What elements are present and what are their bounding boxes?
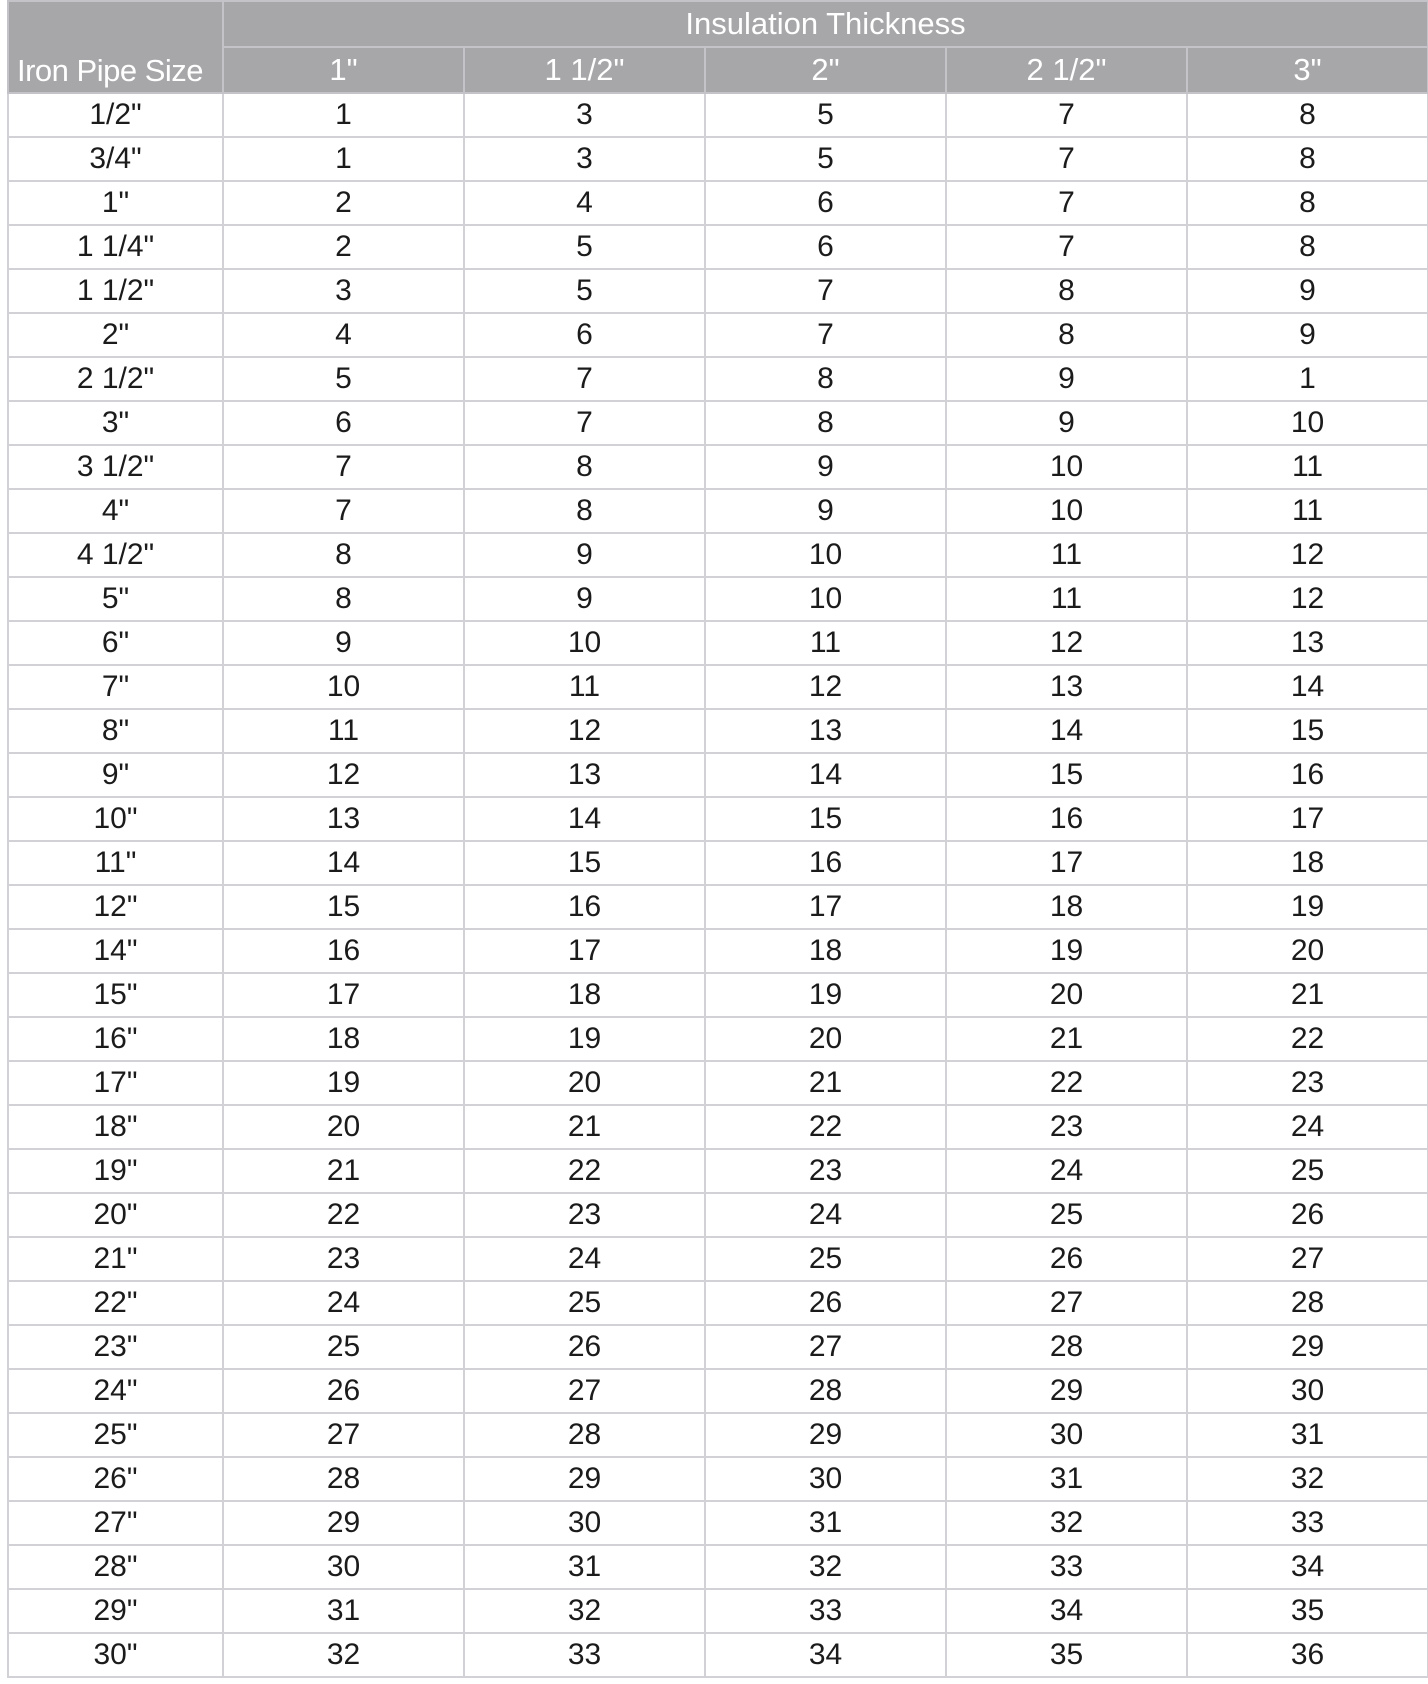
value-cell: 5: [223, 357, 464, 401]
value-cell: 27: [464, 1369, 705, 1413]
value-cell: 1: [223, 93, 464, 137]
value-cell: 10: [705, 533, 946, 577]
value-cell: 10: [946, 445, 1187, 489]
pipe-size-cell: 18": [8, 1105, 223, 1149]
value-cell: 25: [705, 1237, 946, 1281]
value-cell: 9: [464, 533, 705, 577]
value-cell: 9: [223, 621, 464, 665]
value-cell: 5: [705, 93, 946, 137]
table-row: [8, 401, 1428, 445]
value-cell: 11: [464, 665, 705, 709]
pipe-size-cell: 7": [8, 665, 223, 709]
value-cell: 12: [946, 621, 1187, 665]
value-cell: 32: [705, 1545, 946, 1589]
value-cell: 22: [464, 1149, 705, 1193]
value-cell: 23: [1187, 1061, 1428, 1105]
pipe-size-cell: 1/2": [8, 93, 223, 137]
value-cell: 8: [1187, 93, 1428, 137]
pipe-size-cell: 2 1/2": [8, 357, 223, 401]
column-header-thickness: 2": [705, 47, 946, 93]
pipe-size-cell: 3 1/2": [8, 445, 223, 489]
value-cell: 1: [223, 137, 464, 181]
value-cell: 8: [705, 357, 946, 401]
table-row: [8, 1457, 1428, 1501]
table-row: [8, 1281, 1428, 1325]
value-cell: 27: [223, 1413, 464, 1457]
value-cell: 28: [223, 1457, 464, 1501]
table-row: [8, 225, 1428, 269]
value-cell: 35: [1187, 1589, 1428, 1633]
value-cell: 8: [223, 577, 464, 621]
table-row: [8, 577, 1428, 621]
value-cell: 7: [705, 269, 946, 313]
value-cell: 17: [464, 929, 705, 973]
value-cell: 27: [946, 1281, 1187, 1325]
value-cell: 26: [1187, 1193, 1428, 1237]
value-cell: 23: [946, 1105, 1187, 1149]
value-cell: 8: [223, 533, 464, 577]
pipe-size-cell: 6": [8, 621, 223, 665]
value-cell: 34: [946, 1589, 1187, 1633]
value-cell: 13: [223, 797, 464, 841]
value-cell: 28: [705, 1369, 946, 1413]
value-cell: 24: [946, 1149, 1187, 1193]
value-cell: 32: [464, 1589, 705, 1633]
value-cell: 31: [223, 1589, 464, 1633]
value-cell: 8: [946, 313, 1187, 357]
value-cell: 35: [946, 1633, 1187, 1677]
value-cell: 11: [1187, 489, 1428, 533]
value-cell: 32: [1187, 1457, 1428, 1501]
value-cell: 26: [946, 1237, 1187, 1281]
value-cell: 30: [464, 1501, 705, 1545]
value-cell: 8: [946, 269, 1187, 313]
value-cell: 16: [946, 797, 1187, 841]
value-cell: 19: [223, 1061, 464, 1105]
table-row: [8, 1149, 1428, 1193]
value-cell: 29: [1187, 1325, 1428, 1369]
value-cell: 30: [1187, 1369, 1428, 1413]
column-header-thickness: 1 1/2": [464, 47, 705, 93]
value-cell: 12: [464, 709, 705, 753]
table-row: [8, 1589, 1428, 1633]
value-cell: 12: [223, 753, 464, 797]
table-row: [8, 445, 1428, 489]
table-row: [8, 269, 1428, 313]
value-cell: 21: [705, 1061, 946, 1105]
value-cell: 29: [946, 1369, 1187, 1413]
value-cell: 30: [705, 1457, 946, 1501]
value-cell: 9: [705, 489, 946, 533]
value-cell: 25: [946, 1193, 1187, 1237]
table-row: [8, 1017, 1428, 1061]
table-row: [8, 753, 1428, 797]
value-cell: 21: [1187, 973, 1428, 1017]
value-cell: 18: [223, 1017, 464, 1061]
value-cell: 7: [464, 357, 705, 401]
pipe-size-cell: 12": [8, 885, 223, 929]
value-cell: 16: [1187, 753, 1428, 797]
value-cell: 26: [223, 1369, 464, 1413]
value-cell: 29: [464, 1457, 705, 1501]
value-cell: 9: [1187, 313, 1428, 357]
insulation-thickness-table: [7, 0, 1428, 1678]
pipe-size-cell: 27": [8, 1501, 223, 1545]
value-cell: 31: [1187, 1413, 1428, 1457]
table-row: [8, 1061, 1428, 1105]
value-cell: 9: [946, 401, 1187, 445]
pipe-size-cell: 16": [8, 1017, 223, 1061]
value-cell: 17: [1187, 797, 1428, 841]
value-cell: 32: [946, 1501, 1187, 1545]
value-cell: 20: [464, 1061, 705, 1105]
value-cell: 21: [946, 1017, 1187, 1061]
value-cell: 23: [464, 1193, 705, 1237]
value-cell: 36: [1187, 1633, 1428, 1677]
value-cell: 11: [223, 709, 464, 753]
value-cell: 15: [464, 841, 705, 885]
value-cell: 29: [705, 1413, 946, 1457]
value-cell: 13: [946, 665, 1187, 709]
pipe-size-cell: 17": [8, 1061, 223, 1105]
pipe-size-cell: 9": [8, 753, 223, 797]
value-cell: 19: [464, 1017, 705, 1061]
value-cell: 24: [464, 1237, 705, 1281]
value-cell: 20: [223, 1105, 464, 1149]
value-cell: 15: [1187, 709, 1428, 753]
value-cell: 8: [1187, 225, 1428, 269]
iron-pipe-size-header: Iron Pipe Size: [8, 1, 223, 93]
table-row: [8, 489, 1428, 533]
table-row: [8, 621, 1428, 665]
pipe-size-cell: 5": [8, 577, 223, 621]
value-cell: 25: [1187, 1149, 1428, 1193]
value-cell: 10: [705, 577, 946, 621]
value-cell: 11: [1187, 445, 1428, 489]
value-cell: 22: [705, 1105, 946, 1149]
value-cell: 29: [223, 1501, 464, 1545]
value-cell: 3: [223, 269, 464, 313]
value-cell: 3: [464, 93, 705, 137]
pipe-size-cell: 20": [8, 1193, 223, 1237]
value-cell: 20: [705, 1017, 946, 1061]
pipe-size-cell: 2": [8, 313, 223, 357]
value-cell: 7: [223, 445, 464, 489]
pipe-size-cell: 4": [8, 489, 223, 533]
value-cell: 7: [464, 401, 705, 445]
value-cell: 5: [464, 269, 705, 313]
value-cell: 33: [1187, 1501, 1428, 1545]
value-cell: 9: [946, 357, 1187, 401]
table-row: [8, 181, 1428, 225]
table-row: [8, 137, 1428, 181]
pipe-size-cell: 1 1/4": [8, 225, 223, 269]
value-cell: 10: [1187, 401, 1428, 445]
value-cell: 12: [1187, 533, 1428, 577]
table-row: [8, 1325, 1428, 1369]
value-cell: 24: [1187, 1105, 1428, 1149]
value-cell: 9: [1187, 269, 1428, 313]
table-row: [8, 1105, 1428, 1149]
value-cell: 15: [946, 753, 1187, 797]
table-row: [8, 533, 1428, 577]
pipe-size-cell: 21": [8, 1237, 223, 1281]
value-cell: 17: [223, 973, 464, 1017]
value-cell: 24: [223, 1281, 464, 1325]
value-cell: 19: [705, 973, 946, 1017]
value-cell: 15: [705, 797, 946, 841]
insulation-thickness-header: Insulation Thickness: [223, 1, 1428, 47]
pipe-size-cell: 28": [8, 1545, 223, 1589]
table-row: [8, 1369, 1428, 1413]
value-cell: 7: [705, 313, 946, 357]
table-row: [8, 313, 1428, 357]
value-cell: 13: [1187, 621, 1428, 665]
pipe-size-cell: 4 1/2": [8, 533, 223, 577]
table-row: [8, 1545, 1428, 1589]
value-cell: 9: [705, 445, 946, 489]
pipe-size-cell: 22": [8, 1281, 223, 1325]
value-cell: 22: [223, 1193, 464, 1237]
value-cell: 20: [946, 973, 1187, 1017]
pipe-size-cell: 3": [8, 401, 223, 445]
table-row: [8, 665, 1428, 709]
table-row: [8, 797, 1428, 841]
value-cell: 33: [946, 1545, 1187, 1589]
value-cell: 24: [705, 1193, 946, 1237]
value-cell: 33: [464, 1633, 705, 1677]
value-cell: 20: [1187, 929, 1428, 973]
value-cell: 31: [464, 1545, 705, 1589]
value-cell: 32: [223, 1633, 464, 1677]
pipe-size-cell: 14": [8, 929, 223, 973]
value-cell: 16: [223, 929, 464, 973]
value-cell: 18: [705, 929, 946, 973]
pipe-size-cell: 10": [8, 797, 223, 841]
value-cell: 25: [464, 1281, 705, 1325]
value-cell: 14: [223, 841, 464, 885]
value-cell: 12: [705, 665, 946, 709]
pipe-size-cell: 3/4": [8, 137, 223, 181]
column-header-thickness: 3": [1187, 47, 1428, 93]
table-row: [8, 1501, 1428, 1545]
value-cell: 6: [464, 313, 705, 357]
value-cell: 5: [705, 137, 946, 181]
value-cell: 5: [464, 225, 705, 269]
table-row: [8, 709, 1428, 753]
value-cell: 11: [946, 577, 1187, 621]
value-cell: 23: [223, 1237, 464, 1281]
value-cell: 27: [705, 1325, 946, 1369]
header-group-row: [8, 1, 1428, 47]
value-cell: 14: [464, 797, 705, 841]
value-cell: 8: [1187, 137, 1428, 181]
pipe-size-cell: 29": [8, 1589, 223, 1633]
value-cell: 10: [223, 665, 464, 709]
value-cell: 18: [1187, 841, 1428, 885]
value-cell: 7: [946, 181, 1187, 225]
value-cell: 31: [946, 1457, 1187, 1501]
value-cell: 10: [464, 621, 705, 665]
value-cell: 6: [705, 181, 946, 225]
table-row: [8, 1633, 1428, 1677]
value-cell: 33: [705, 1589, 946, 1633]
value-cell: 19: [1187, 885, 1428, 929]
value-cell: 28: [946, 1325, 1187, 1369]
value-cell: 30: [223, 1545, 464, 1589]
value-cell: 21: [464, 1105, 705, 1149]
pipe-size-cell: 8": [8, 709, 223, 753]
value-cell: 18: [946, 885, 1187, 929]
value-cell: 6: [223, 401, 464, 445]
value-cell: 4: [223, 313, 464, 357]
value-cell: 2: [223, 181, 464, 225]
value-cell: 16: [705, 841, 946, 885]
value-cell: 28: [464, 1413, 705, 1457]
value-cell: 2: [223, 225, 464, 269]
pipe-size-cell: 26": [8, 1457, 223, 1501]
pipe-size-cell: 15": [8, 973, 223, 1017]
value-cell: 13: [464, 753, 705, 797]
value-cell: 8: [464, 489, 705, 533]
value-cell: 3: [464, 137, 705, 181]
value-cell: 9: [464, 577, 705, 621]
insulation-thickness-sheet: [7, 0, 1428, 1678]
value-cell: 11: [946, 533, 1187, 577]
pipe-size-cell: 19": [8, 1149, 223, 1193]
value-cell: 19: [946, 929, 1187, 973]
table-row: [8, 93, 1428, 137]
value-cell: 6: [705, 225, 946, 269]
value-cell: 17: [705, 885, 946, 929]
value-cell: 30: [946, 1413, 1187, 1457]
table-row: [8, 841, 1428, 885]
table-header: [8, 1, 1428, 93]
value-cell: 25: [223, 1325, 464, 1369]
pipe-size-cell: 1 1/2": [8, 269, 223, 313]
value-cell: 17: [946, 841, 1187, 885]
table-row: [8, 357, 1428, 401]
value-cell: 26: [705, 1281, 946, 1325]
value-cell: 11: [705, 621, 946, 665]
table-row: [8, 973, 1428, 1017]
value-cell: 7: [946, 93, 1187, 137]
table-row: [8, 1193, 1428, 1237]
value-cell: 14: [705, 753, 946, 797]
value-cell: 7: [946, 225, 1187, 269]
value-cell: 22: [946, 1061, 1187, 1105]
value-cell: 7: [223, 489, 464, 533]
table-row: [8, 1237, 1428, 1281]
value-cell: 34: [705, 1633, 946, 1677]
value-cell: 12: [1187, 577, 1428, 621]
value-cell: 28: [1187, 1281, 1428, 1325]
value-cell: 16: [464, 885, 705, 929]
value-cell: 4: [464, 181, 705, 225]
value-cell: 23: [705, 1149, 946, 1193]
value-cell: 8: [464, 445, 705, 489]
pipe-size-cell: 11": [8, 841, 223, 885]
pipe-size-cell: 25": [8, 1413, 223, 1457]
value-cell: 14: [1187, 665, 1428, 709]
value-cell: 22: [1187, 1017, 1428, 1061]
table-row: [8, 885, 1428, 929]
value-cell: 21: [223, 1149, 464, 1193]
value-cell: 8: [705, 401, 946, 445]
value-cell: 8: [1187, 181, 1428, 225]
column-header-thickness: 1": [223, 47, 464, 93]
pipe-size-cell: 1": [8, 181, 223, 225]
value-cell: 31: [705, 1501, 946, 1545]
value-cell: 7: [946, 137, 1187, 181]
value-cell: 10: [946, 489, 1187, 533]
column-header-thickness: 2 1/2": [946, 47, 1187, 93]
pipe-size-cell: 24": [8, 1369, 223, 1413]
value-cell: 34: [1187, 1545, 1428, 1589]
pipe-size-cell: 23": [8, 1325, 223, 1369]
table-row: [8, 929, 1428, 973]
pipe-size-cell: 30": [8, 1633, 223, 1677]
value-cell: 27: [1187, 1237, 1428, 1281]
table-row: [8, 1413, 1428, 1457]
value-cell: 18: [464, 973, 705, 1017]
value-cell: 1: [1187, 357, 1428, 401]
value-cell: 15: [223, 885, 464, 929]
table-body: [8, 93, 1428, 1677]
value-cell: 26: [464, 1325, 705, 1369]
value-cell: 14: [946, 709, 1187, 753]
value-cell: 13: [705, 709, 946, 753]
